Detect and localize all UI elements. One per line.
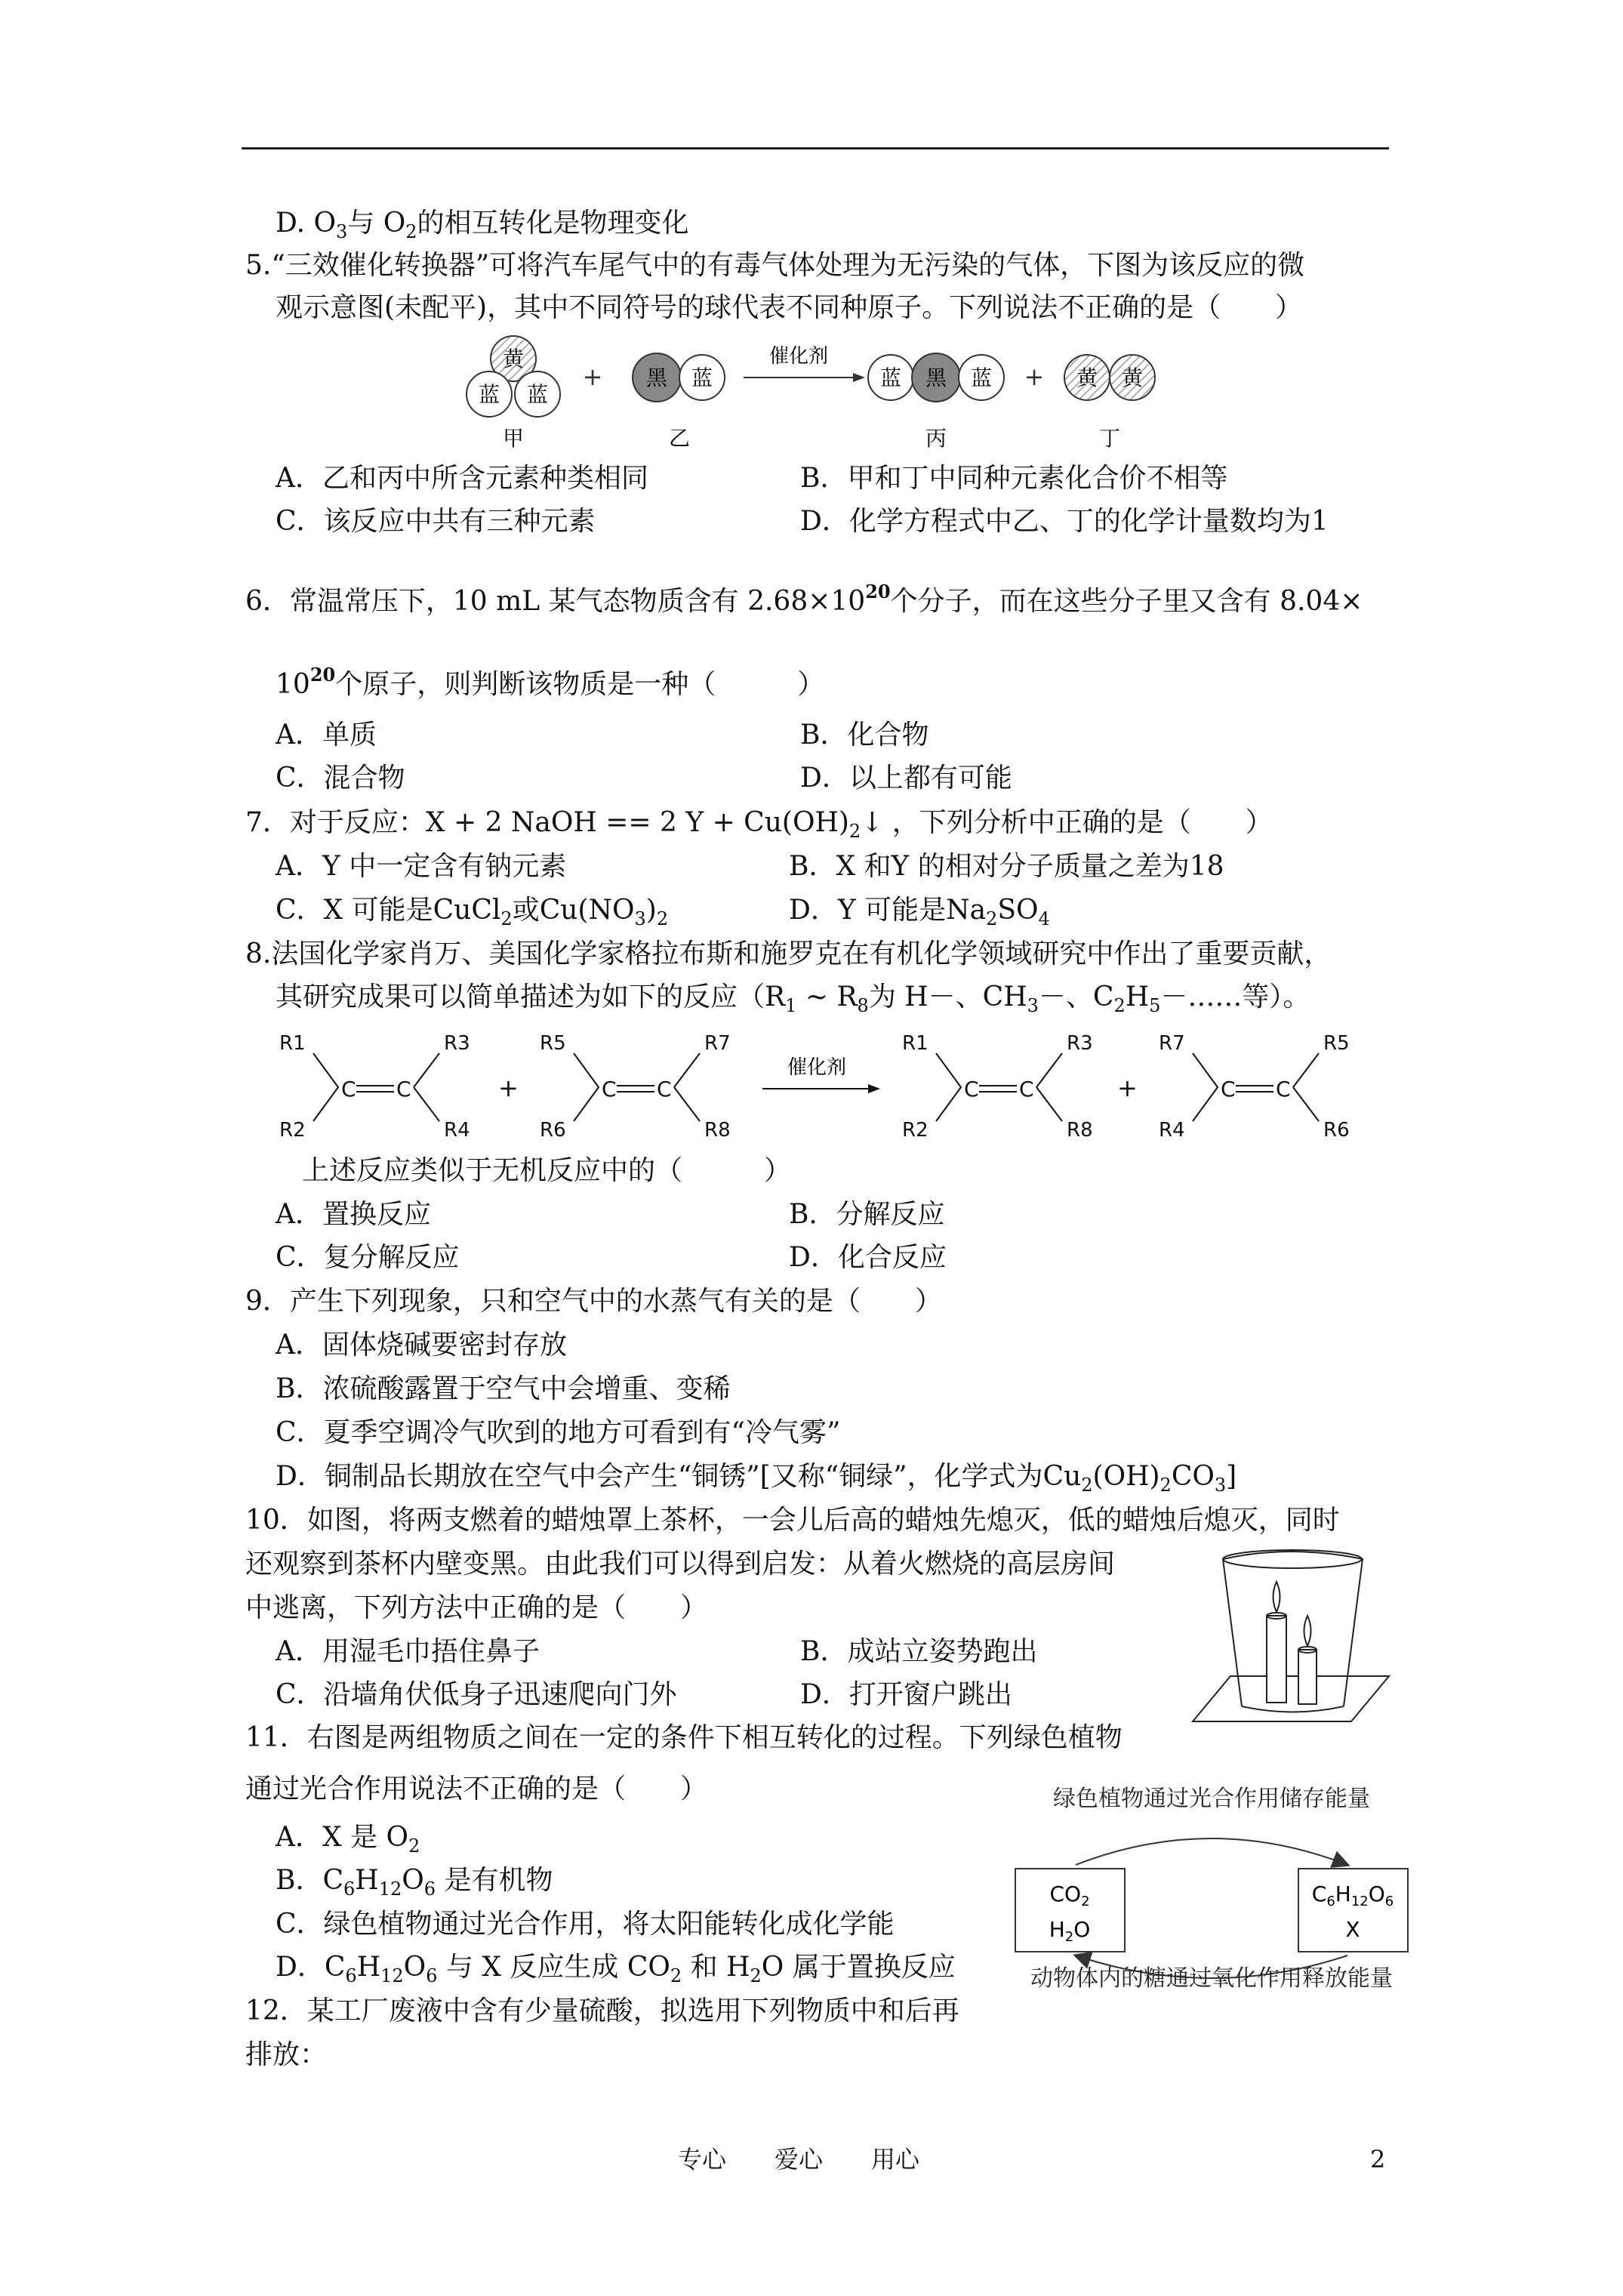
catalyst-label: 催化剂 xyxy=(768,345,829,368)
q6-option-b: B．化合物 xyxy=(800,720,929,750)
svg-text:C: C xyxy=(657,1077,672,1102)
q7-option-b: B．X 和Y 的相对分子质量之差为18 xyxy=(789,851,1224,882)
svg-text:C: C xyxy=(1221,1077,1236,1102)
label-yi: 乙 xyxy=(668,426,691,451)
right-box-line2: X xyxy=(1345,1917,1360,1942)
svg-text:C: C xyxy=(1276,1077,1291,1102)
q5-option-d: D．化学方程式中乙、丁的化学计量数均为1 xyxy=(800,506,1329,537)
page-number: 2 xyxy=(1370,2145,1386,2174)
q6-option-c: C．混合物 xyxy=(276,763,405,794)
r2-label: R2 xyxy=(902,1119,929,1142)
q11-option-a: A．X 是 $O_2$ xyxy=(276,1822,420,1857)
q5-option-a: A．乙和丙中所含元素种类相同 xyxy=(276,463,648,494)
r8-label: R8 xyxy=(704,1119,731,1142)
r3-label: R3 xyxy=(444,1032,470,1055)
label-jia: 甲 xyxy=(502,426,525,451)
r7-label: R7 xyxy=(704,1032,731,1055)
label-ding: 丁 xyxy=(1098,426,1121,451)
q5-option-b: B．甲和丁中同种元素化合价不相等 xyxy=(800,463,1228,494)
svg-text:C: C xyxy=(964,1077,979,1102)
r3-label: R3 xyxy=(1067,1032,1093,1055)
svg-text:C: C xyxy=(602,1077,617,1102)
q4-option-d: D. $O_3$与 $O_2$的相互转化是物理变化 xyxy=(276,208,689,242)
q7-stem: 7．对于反应：X + 2 NaOH == 2 $Y + Cu(OH)_2↓$ ，下列分析中正确的是（ ） xyxy=(245,807,1273,842)
svg-text:C: C xyxy=(341,1077,356,1102)
q8-catalyst-label: 催化剂 xyxy=(787,1056,847,1079)
atom-blue-label: 蓝 xyxy=(691,365,713,390)
q12-stem-line1: 12．某工厂废液中含有少量硫酸，拟选用下列物质中和后再 xyxy=(245,1996,959,2026)
svg-text:+: + xyxy=(582,362,603,391)
header-rule xyxy=(242,147,1389,149)
svg-text:+: + xyxy=(498,1074,519,1102)
svg-text:+: + xyxy=(1024,362,1045,391)
q5-stem-line1: 5.“三效催化转换器”可将汽车尾气中的有毒气体处理为无污染的气体，下图为该反应的微 xyxy=(245,250,1305,281)
molecule-yi xyxy=(633,353,725,402)
r1-label: R1 xyxy=(279,1032,306,1055)
atom-blue-label: 蓝 xyxy=(970,365,993,390)
atom-blue-label: 蓝 xyxy=(526,382,549,407)
q8-stem-line2: 其研究成果可以简单描述为如下的反应（$R_1$ ~ $R_8$为 H－、$CH_3-$、$C_2H_5-\dots\dots$等）。 xyxy=(276,982,1310,1016)
diagram-top-label: 绿色植物通过光合作用储存能量 xyxy=(1053,1786,1370,1812)
q10-option-d: D．打开窗户跳出 xyxy=(800,1679,1012,1710)
q7-option-a: A．Y 中一定含有钠元素 xyxy=(276,851,567,882)
q8-option-a: A．置换反应 xyxy=(276,1199,431,1230)
q6-option-a: A．单质 xyxy=(276,720,377,750)
svg-text:C: C xyxy=(1019,1077,1034,1102)
candle-cup-illustration xyxy=(1185,1544,1397,1748)
q9-option-a: A．固体烧碱要密封存放 xyxy=(276,1330,567,1361)
q6-stem-line2: $10^{20}$个原子，则判断该物质是一种（ ） xyxy=(276,664,825,700)
q10-option-b: B．成站立姿势跑出 xyxy=(800,1636,1038,1667)
r7-label: R7 xyxy=(1159,1032,1185,1055)
atom-yellow-label: 黄 xyxy=(1121,365,1144,390)
molecule-ding xyxy=(1064,355,1155,400)
atom-blue-label: 蓝 xyxy=(478,382,500,407)
molecule-jia xyxy=(467,336,560,417)
r8-label: R8 xyxy=(1067,1119,1093,1142)
q10-stem-line3: 中逃离，下列方法中正确的是（ ） xyxy=(245,1592,708,1623)
q10-stem-line2: 还观察到茶杯内壁变黑。由此我们可以得到启发：从着火燃烧的高层房间 xyxy=(245,1549,1116,1579)
photosynthesis-cycle-diagram xyxy=(1008,1782,1415,1993)
catalyst-arrow xyxy=(744,345,865,382)
left-box-line1: $CO_2$ xyxy=(1049,1881,1090,1909)
q9-option-b: B．浓硫酸露置于空气中会增重、变稀 xyxy=(276,1373,731,1404)
q6-option-d: D．以上都有可能 xyxy=(800,763,1012,794)
r1-label: R1 xyxy=(902,1032,929,1055)
q8-prompt: 上述反应类似于无机反应中的（ ） xyxy=(302,1155,792,1186)
q6-stem-line1: 6．常温常压下，10 mL 某气态物质含有 $2.68\times 10^{20}$个分子，而在这些分子里又含有 8.04× xyxy=(245,581,1363,617)
q8-stem-line1: 8.法国化学家肖万、美国化学家格拉布斯和施罗克在有机化学领域研究中作出了重要贡献， xyxy=(245,938,1332,969)
q5-stem-line2: 观示意图(未配平)，其中不同符号的球代表不同种原子。下列说法不正确的是（ ） xyxy=(276,292,1303,323)
q11-option-b: B．$C_6H_{12}O_6$ 是有机物 xyxy=(276,1865,553,1900)
r6-label: R6 xyxy=(1323,1119,1350,1142)
r4-label: R4 xyxy=(1159,1119,1185,1142)
molecule-bing xyxy=(868,353,1004,402)
q10-option-c: C．沿墙角伏低身子迅速爬向门外 xyxy=(276,1679,677,1710)
left-box-line2: $H_2O$ xyxy=(1049,1917,1091,1945)
footer-motto: 专心 爱心 用心 xyxy=(678,2145,920,2174)
r2-label: R2 xyxy=(279,1119,306,1142)
r5-label: R5 xyxy=(1323,1032,1350,1055)
atom-black-label: 黑 xyxy=(925,365,947,390)
atom-black-label: 黑 xyxy=(645,365,668,390)
q7-option-c: C．X 可能是CuCl$_2$或$Cu(NO_3)_2$ xyxy=(276,895,669,929)
q5-option-c: C．该反应中共有三种元素 xyxy=(276,506,596,537)
svg-text:C: C xyxy=(396,1077,411,1102)
q11-option-d: D．$C_6H_{12}O_6$ 与 X 反应生成 $CO_2$ 和 $H_2O$ 属于置换反应 xyxy=(276,1952,956,1986)
q5-molecule-diagram xyxy=(445,332,1200,453)
q9-stem: 9．产生下列现象，只和空气中的水蒸气有关的是（ ） xyxy=(245,1286,942,1317)
q10-stem-line1: 10．如图，将两支燃着的蜡烛罩上茶杯，一会儿后高的蜡烛先熄灭，低的蜡烛后熄灭，同时 xyxy=(245,1505,1340,1536)
q10-option-a: A．用湿毛巾捂住鼻子 xyxy=(276,1636,540,1667)
diagram-bottom-label: 动物体内的糖通过氧化作用释放能量 xyxy=(1030,1965,1393,1992)
r5-label: R5 xyxy=(540,1032,566,1055)
svg-text:+: + xyxy=(1117,1074,1138,1102)
atom-blue-label: 蓝 xyxy=(879,365,902,390)
r6-label: R6 xyxy=(540,1119,566,1142)
q11-stem-line2: 通过光合作用说法不正确的是（ ） xyxy=(245,1774,708,1804)
r4-label: R4 xyxy=(444,1119,470,1142)
q11-stem-line1: 11．右图是两组物质之间在一定的条件下相互转化的过程。下列绿色植物 xyxy=(245,1722,1123,1753)
atom-yellow-label: 黄 xyxy=(1076,365,1098,390)
q8-option-d: D．化合反应 xyxy=(789,1242,947,1273)
atom-yellow-label: 黄 xyxy=(502,347,525,371)
q8-reaction-diagram xyxy=(272,1027,1389,1148)
q8-option-c: C．复分解反应 xyxy=(276,1242,460,1273)
q8-option-b: B．分解反应 xyxy=(789,1199,945,1230)
q9-option-d: D．铜制品长期放在空气中会产生“铜锈”[又称“铜绿”，化学式为$Cu_2(OH)_2CO_3$] xyxy=(276,1461,1237,1496)
q9-option-c: C．夏季空调冷气吹到的地方可看到有“冷气雾” xyxy=(276,1417,841,1448)
right-box-line1: $C_6H_{12}O_6$ xyxy=(1311,1881,1394,1909)
q11-option-c: C．绿色植物通过光合作用，将太阳能转化成化学能 xyxy=(276,1909,895,1940)
label-bing: 丙 xyxy=(925,426,947,451)
q7-option-d: D．Y 可能是$Na_2SO_4$ xyxy=(789,895,1050,929)
q12-stem-line2: 排放： xyxy=(245,2039,328,2070)
